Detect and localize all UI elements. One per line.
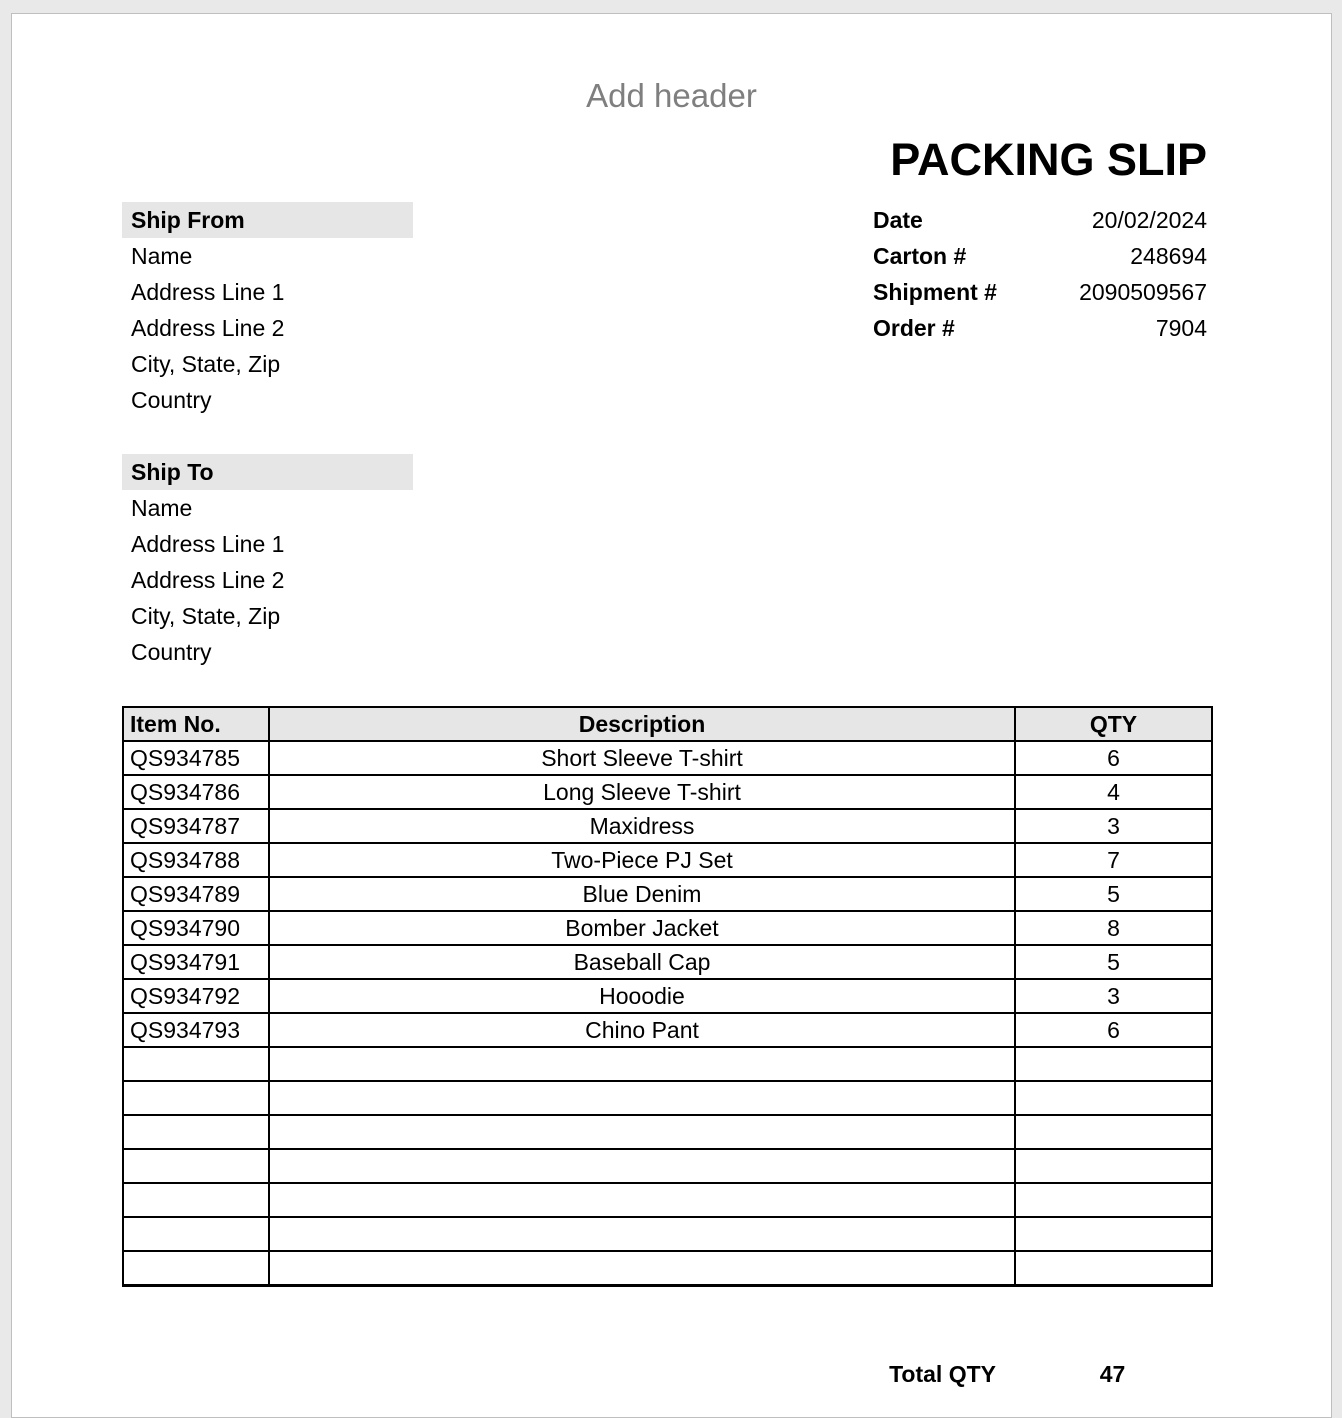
table-row	[123, 979, 1212, 1013]
table-row	[123, 1217, 1212, 1251]
info-value: 20/02/2024	[1091, 206, 1207, 233]
address-line: Country	[131, 639, 212, 665]
item-no-cell: QS934788	[123, 843, 269, 877]
address-line: Address Line 2	[131, 567, 285, 593]
description-cell: Long Sleeve T-shirt	[269, 775, 1015, 809]
description-cell	[269, 1183, 1015, 1217]
ship-from-header: Ship From	[122, 202, 413, 238]
description-cell	[269, 1047, 1015, 1081]
table-row	[123, 1251, 1212, 1286]
info-row	[873, 202, 1207, 238]
items-table	[122, 706, 1213, 1287]
qty-cell	[1015, 1115, 1212, 1149]
description-column-header: Description	[269, 707, 1015, 741]
qty-cell	[1015, 1183, 1212, 1217]
info-label: Shipment #	[873, 278, 997, 305]
table-row	[123, 775, 1212, 809]
info-row	[873, 310, 1207, 346]
item-no-cell: QS934789	[123, 877, 269, 911]
description-cell	[269, 1081, 1015, 1115]
table-row	[123, 877, 1212, 911]
info-row	[873, 238, 1207, 274]
table-row	[123, 911, 1212, 945]
table-row	[123, 843, 1212, 877]
qty-cell	[1015, 1081, 1212, 1115]
add-header-placeholder[interactable]: Add header	[586, 77, 757, 114]
description-cell: Short Sleeve T-shirt	[269, 741, 1015, 775]
address-line: Name	[131, 495, 193, 521]
item-no-cell	[123, 1149, 269, 1183]
description-cell: Blue Denim	[269, 877, 1015, 911]
qty-cell: 7	[1015, 843, 1212, 877]
item-no-column-header: Item No.	[123, 707, 269, 741]
item-no-cell	[123, 1217, 269, 1251]
qty-cell: 5	[1015, 945, 1212, 979]
item-no-cell	[123, 1183, 269, 1217]
info-label: Carton #	[873, 242, 967, 269]
summary-row	[12, 1356, 1331, 1392]
description-cell: Maxidress	[269, 809, 1015, 843]
page-title: PACKING SLIP	[890, 134, 1207, 185]
qty-cell	[1015, 1251, 1212, 1286]
qty-cell	[1015, 1149, 1212, 1183]
info-label: Order #	[873, 314, 955, 341]
item-no-cell: QS934791	[123, 945, 269, 979]
address-line: Address Line 1	[131, 279, 285, 305]
item-no-cell: QS934793	[123, 1013, 269, 1047]
info-row	[873, 274, 1207, 310]
table-row	[123, 1149, 1212, 1183]
address-line: Name	[131, 243, 193, 269]
item-no-cell	[123, 1047, 269, 1081]
info-value: 7904	[1155, 314, 1207, 341]
address-line: Country	[131, 387, 212, 413]
address-line: City, State, Zip	[131, 603, 281, 629]
address-line: Address Line 1	[131, 531, 285, 557]
ship-to-header: Ship To	[122, 454, 413, 490]
item-no-cell: QS934790	[123, 911, 269, 945]
table-row	[123, 1047, 1212, 1081]
item-no-cell	[123, 1081, 269, 1115]
description-cell: Two-Piece PJ Set	[269, 843, 1015, 877]
qty-cell: 6	[1015, 1013, 1212, 1047]
description-cell: Bomber Jacket	[269, 911, 1015, 945]
shipment-info-block	[873, 202, 1207, 346]
item-no-cell: QS934787	[123, 809, 269, 843]
qty-cell	[1015, 1217, 1212, 1251]
qty-cell: 4	[1015, 775, 1212, 809]
table-header-row	[123, 707, 1212, 741]
qty-column-header: QTY	[1015, 707, 1212, 741]
description-cell: Hooodie	[269, 979, 1015, 1013]
table-row	[123, 1013, 1212, 1047]
total-qty-label: Total QTY	[889, 1361, 996, 1387]
document-page	[11, 13, 1332, 1418]
table-row	[123, 1183, 1212, 1217]
address-line: City, State, Zip	[131, 351, 281, 377]
table-row	[123, 1081, 1212, 1115]
qty-cell: 3	[1015, 809, 1212, 843]
description-cell	[269, 1251, 1015, 1286]
item-no-cell	[123, 1251, 269, 1286]
description-cell: Baseball Cap	[269, 945, 1015, 979]
description-cell	[269, 1115, 1015, 1149]
description-cell: Chino Pant	[269, 1013, 1015, 1047]
total-qty-value: 47	[1099, 1361, 1126, 1387]
item-no-cell: QS934786	[123, 775, 269, 809]
qty-cell: 8	[1015, 911, 1212, 945]
qty-cell	[1015, 1047, 1212, 1081]
item-no-cell: QS934792	[123, 979, 269, 1013]
table-row	[123, 809, 1212, 843]
info-value: 2090509567	[1079, 278, 1207, 305]
description-cell	[269, 1149, 1015, 1183]
qty-cell: 5	[1015, 877, 1212, 911]
item-no-cell	[123, 1115, 269, 1149]
table-row	[123, 945, 1212, 979]
table-row	[123, 1115, 1212, 1149]
address-line: Address Line 2	[131, 315, 285, 341]
info-label: Date	[873, 206, 923, 233]
table-row	[123, 741, 1212, 775]
ship-to-address-block	[131, 490, 284, 670]
qty-cell: 6	[1015, 741, 1212, 775]
info-value: 248694	[1130, 242, 1207, 269]
ship-from-address-block	[131, 238, 284, 418]
item-no-cell: QS934785	[123, 741, 269, 775]
qty-cell: 3	[1015, 979, 1212, 1013]
description-cell	[269, 1217, 1015, 1251]
